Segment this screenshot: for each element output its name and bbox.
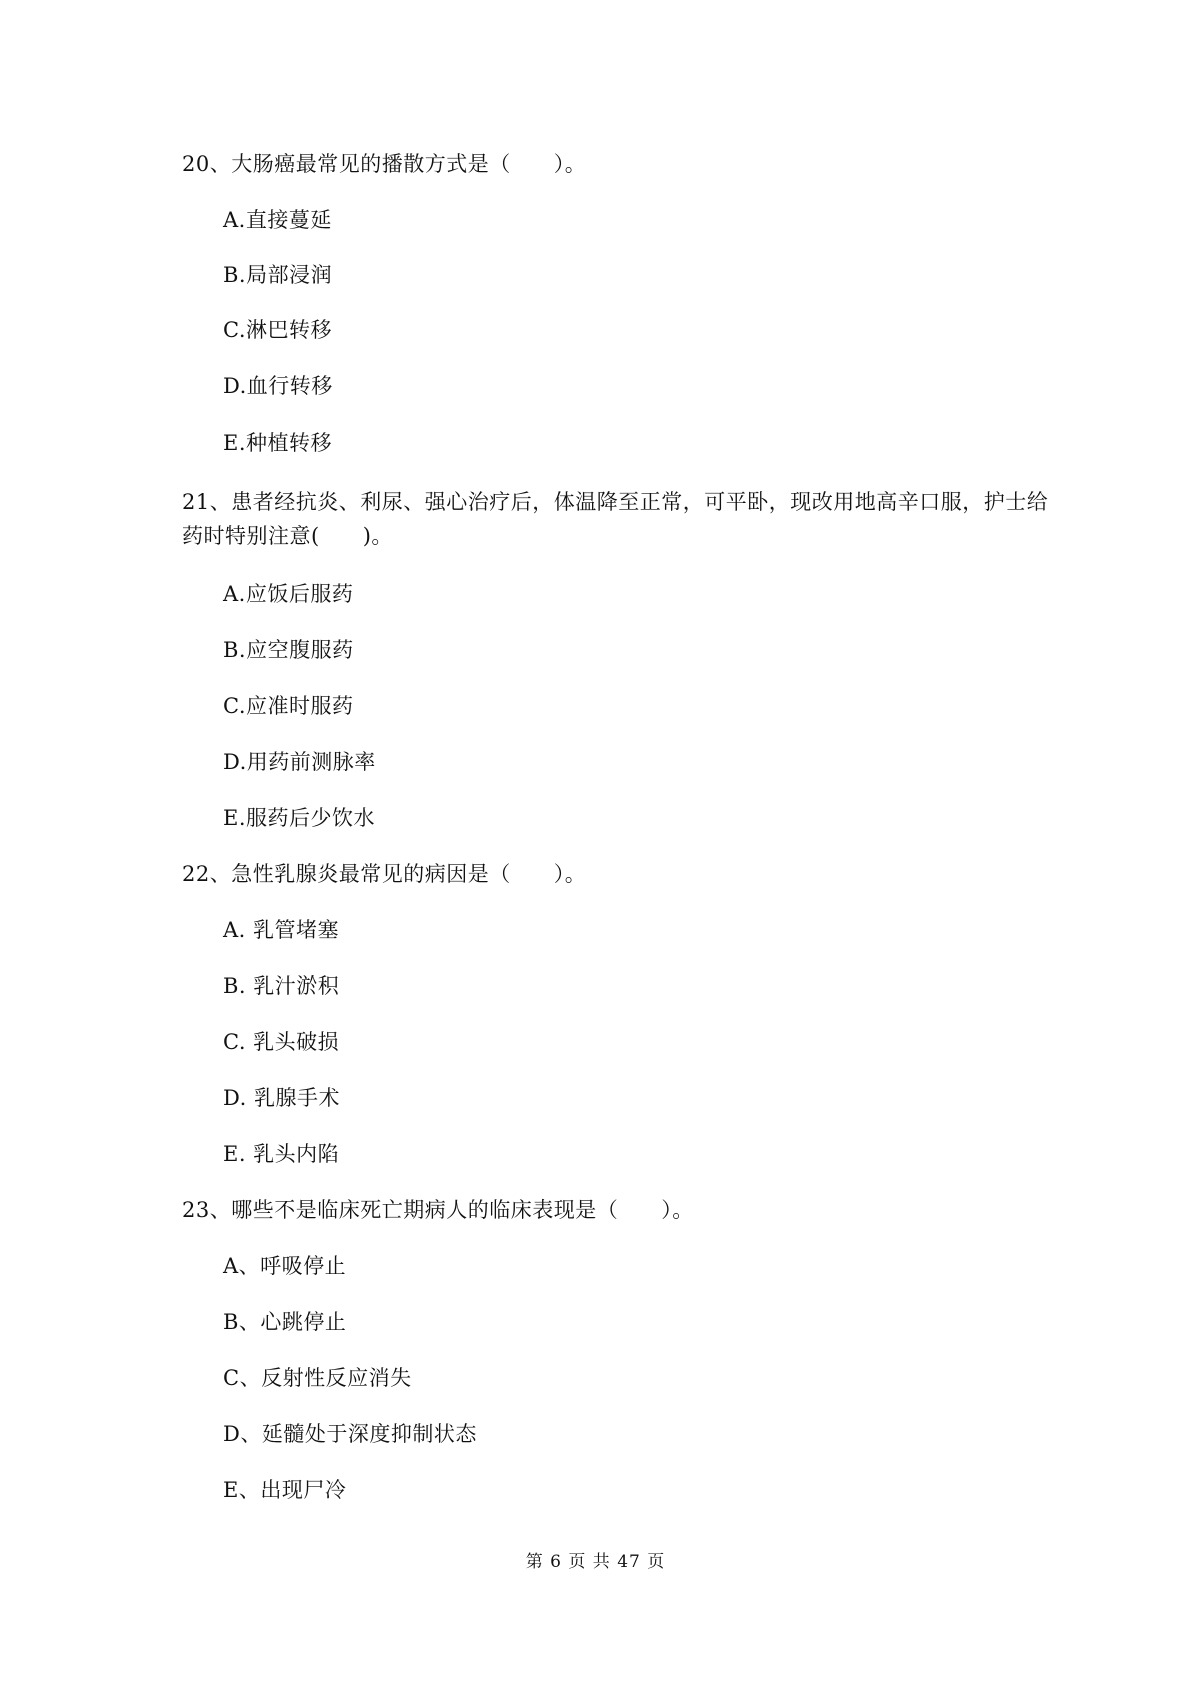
question-21-stem-line-2: 药时特别注意( )。: [182, 524, 393, 548]
question-22-option-e: E. 乳头内陷: [223, 1142, 340, 1166]
question-20-option-e: E.种植转移: [223, 431, 333, 455]
question-21-option-b: B.应空腹服药: [223, 638, 354, 662]
question-20-option-a: A.直接蔓延: [223, 208, 332, 232]
page-number-footer: 第 6 页 共 47 页: [525, 1552, 666, 1572]
question-21-option-e: E.服药后少饮水: [223, 806, 376, 830]
question-21-option-d: D.用药前测脉率: [223, 750, 376, 774]
question-23-option-a: A、呼吸停止: [223, 1254, 347, 1278]
question-23-stem: 23、哪些不是临床死亡期病人的临床表现是（ ）。: [182, 1198, 694, 1222]
question-22-option-c: C. 乳头破损: [223, 1030, 340, 1054]
question-20-stem: 20、大肠癌最常见的播散方式是（ ）。: [182, 152, 587, 176]
question-22-option-b: B. 乳汁淤积: [223, 974, 340, 998]
question-20-option-c: C.淋巴转移: [223, 318, 332, 342]
question-22-stem: 22、急性乳腺炎最常见的病因是（ ）。: [182, 862, 587, 886]
question-22-option-a: A. 乳管堵塞: [223, 918, 340, 942]
question-21-option-c: C.应准时服药: [223, 694, 354, 718]
question-22-option-d: D. 乳腺手术: [223, 1086, 340, 1110]
question-23-option-d: D、延髓处于深度抑制状态: [223, 1422, 477, 1446]
question-23-option-c: C、反射性反应消失: [223, 1366, 412, 1390]
question-20-option-d: D.血行转移: [223, 374, 333, 398]
question-23-option-b: B、心跳停止: [223, 1310, 347, 1334]
question-21-stem-line-1: 21、患者经抗炎、利尿、强心治疗后，体温降至正常，可平卧，现改用地高辛口服，护士给: [182, 490, 1049, 514]
question-21-option-a: A.应饭后服药: [223, 582, 354, 606]
question-20-option-b: B.局部浸润: [223, 263, 333, 287]
question-23-option-e: E、出现尸冷: [223, 1478, 347, 1502]
